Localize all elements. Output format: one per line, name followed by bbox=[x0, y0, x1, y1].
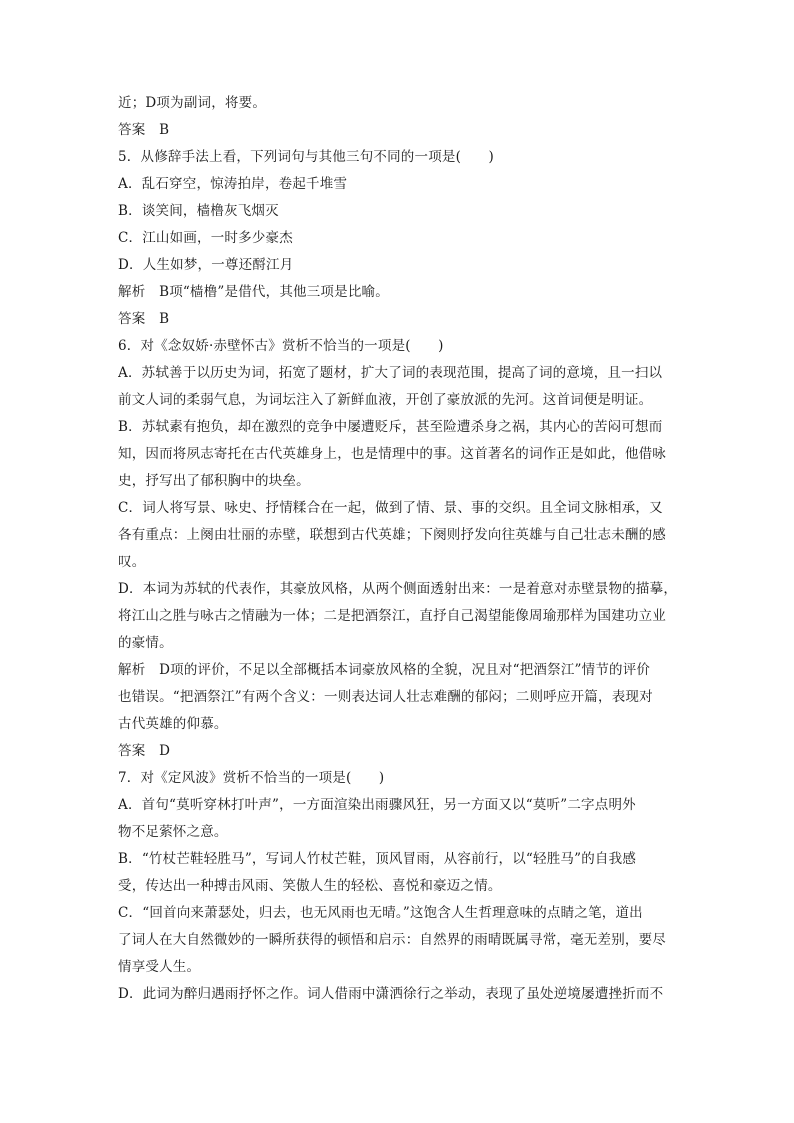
answer-line: 答案 B bbox=[118, 122, 170, 138]
analysis-continued: 也错误。“把酒祭江”有两个含义：一则表达词人壮志难酬的郁闷；二则呼应开篇，表现对 bbox=[118, 689, 653, 705]
option-b-continued: 知，因而将夙志寄托在古代英雄身上，也是情理中的事。这首著名的词作正是如此，他借咏 bbox=[118, 446, 666, 462]
text-line: 近；D项为副词，将要。 bbox=[118, 95, 267, 111]
option-c: C．江山如画，一时多少豪杰 bbox=[118, 230, 293, 246]
question-7: 7．对《定风波》赏析不恰当的一项是( ) bbox=[118, 770, 385, 786]
answer-line: 答案 D bbox=[118, 743, 171, 759]
option-b: B．“竹杖芒鞋轻胜马”，写词人竹杖芒鞋，顶风冒雨，从容前行，以“轻胜马”的自我感 bbox=[118, 851, 637, 867]
document-page bbox=[118, 90, 678, 1008]
option-c: C．“回首向来萧瑟处，归去，也无风雨也无晴。”这饱含人生哲理意味的点睛之笔，道出 bbox=[118, 905, 643, 921]
option-d: D．本词为苏轼的代表作，其豪放风格，从两个侧面透射出来：一是着意对赤壁景物的描摹， bbox=[118, 581, 678, 597]
option-d: D．人生如梦，一尊还酹江月 bbox=[118, 257, 294, 273]
option-d-continued: 的豪情。 bbox=[118, 635, 173, 651]
option-a-continued: 物不足萦怀之意。 bbox=[118, 824, 228, 840]
option-d-continued: 将江山之胜与咏古之情融为一体；二是把酒祭江，直抒自己渴望能像周瑜那样为国建功立业 bbox=[118, 608, 666, 624]
option-a: A．首句“莫听穿林打叶声”，一方面渲染出雨骤风狂，另一方面又以“莫听”二字点明外 bbox=[118, 797, 636, 813]
option-c-continued: 各有重点：上阕由壮丽的赤壁，联想到古代英雄；下阕则抒发向往英雄与自己壮志未酬的感 bbox=[118, 527, 666, 543]
option-b-continued: 史，抒写出了郁积胸中的块垒。 bbox=[118, 473, 310, 489]
question-5: 5．从修辞手法上看，下列词句与其他三句不同的一项是( ) bbox=[118, 149, 494, 165]
option-c: C．词人将写景、咏史、抒情糅合在一起，做到了情、景、事的交织。且全词文脉相承，又 bbox=[118, 500, 663, 516]
answer-line: 答案 B bbox=[118, 311, 170, 327]
option-c-continued: 叹。 bbox=[118, 554, 146, 570]
analysis-line: 解析 B项“樯橹”是借代，其他三项是比喻。 bbox=[118, 284, 389, 300]
option-c-continued: 了词人在大自然微妙的一瞬所获得的顿悟和启示：自然界的雨晴既属寻常，毫无差别，要尽 bbox=[118, 932, 666, 948]
option-b-continued: 受，传达出一种搏击风雨、笑傲人生的轻松、喜悦和豪迈之情。 bbox=[118, 878, 502, 894]
analysis-line: 解析 D项的评价，不足以全部概括本词豪放风格的全貌，况且对“把酒祭江”情节的评价 bbox=[118, 662, 651, 678]
option-b: B．苏轼素有抱负，却在激烈的竞争中屡遭贬斥，甚至险遭杀身之祸，其内心的苦闷可想而 bbox=[118, 419, 663, 435]
option-d: D．此词为醉归遇雨抒怀之作。词人借雨中潇洒徐行之举动，表现了虽处逆境屡遭挫折而不 bbox=[118, 986, 664, 1002]
option-a: A．乱石穿空，惊涛拍岸，卷起千堆雪 bbox=[118, 176, 348, 192]
question-6: 6．对《念奴娇·赤壁怀古》赏析不恰当的一项是( ) bbox=[118, 338, 444, 354]
option-b: B．谈笑间，樯橹灰飞烟灭 bbox=[118, 203, 279, 219]
option-c-continued: 情享受人生。 bbox=[118, 959, 201, 975]
analysis-continued: 古代英雄的仰慕。 bbox=[118, 716, 228, 732]
option-a: A．苏轼善于以历史为词，拓宽了题材，扩大了词的表现范围，提高了词的意境，且一扫以 bbox=[118, 365, 663, 381]
option-a-continued: 前文人词的柔弱气息，为词坛注入了新鲜血液，开创了豪放派的先河。这首词便是明证。 bbox=[118, 392, 653, 408]
